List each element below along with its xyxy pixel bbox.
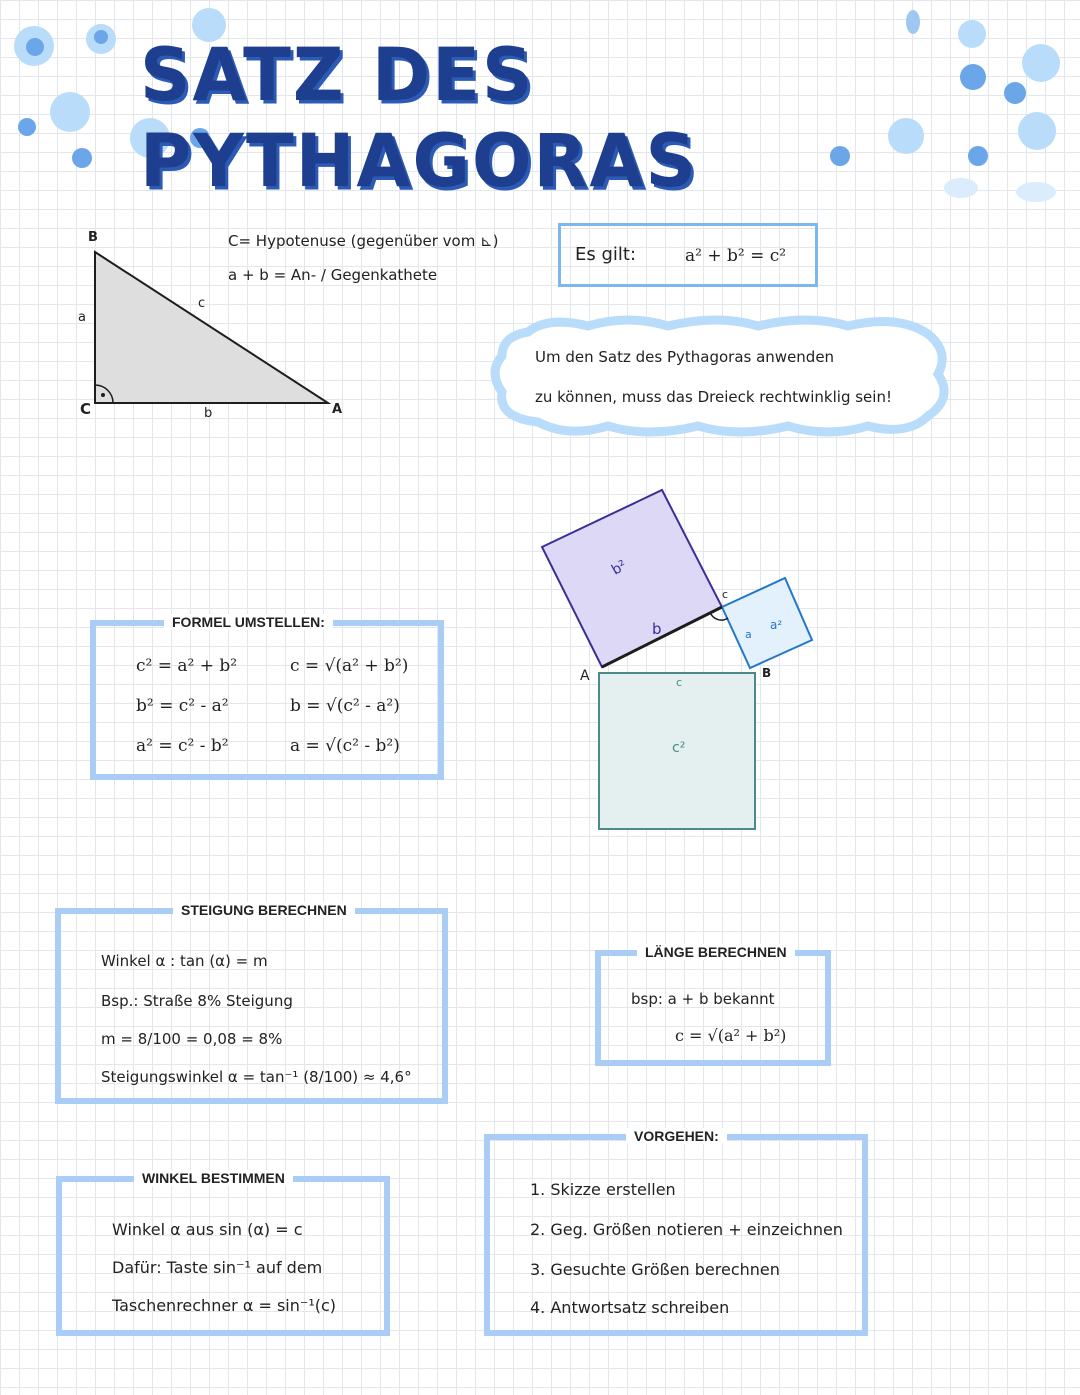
cloud-shape (488, 312, 954, 442)
steigung-line-2: Bsp.: Straße 8% Steigung (101, 992, 293, 1010)
vorgehen-title: VORGEHEN: (626, 1128, 727, 1144)
winkel-box (56, 1170, 390, 1336)
page-title: SATZ DES PYTHAGORAS (140, 31, 698, 205)
square-side-a-label: a (745, 628, 752, 641)
rule-label: Es gilt: (575, 244, 637, 265)
square-side-b-label: b (652, 620, 662, 638)
vorgehen-step-4: 4. Antwortsatz schreiben (530, 1298, 730, 1317)
formel-umstellen-title: FORMEL UMSTELLEN: (164, 614, 333, 630)
vertex-c-label: C (80, 400, 92, 418)
right-triangle-diagram (70, 225, 370, 425)
formula-right-1: c = √(a² + b²) (290, 656, 409, 676)
square-c2-label: c² (672, 740, 686, 756)
vertex-a-label: A (332, 402, 343, 417)
winkel-line-2: Dafür: Taste sin⁻¹ auf dem (112, 1258, 323, 1277)
steigung-line-1: Winkel α : tan (α) = m (101, 952, 268, 970)
vorgehen-step-2: 2. Geg. Größen notieren + einzeichnen (530, 1220, 843, 1239)
vorgehen-box (484, 1128, 868, 1336)
laenge-title: LÄNGE BERECHNEN (637, 944, 795, 960)
cloud-line-2: zu können, muss das Dreieck rechtwinklig sein! (535, 388, 892, 406)
vorgehen-step-1: 1. Skizze erstellen (530, 1180, 676, 1199)
steigung-title: STEIGUNG BERECHNEN (173, 902, 355, 918)
steigung-line-3: m = 8/100 = 0,08 = 8% (101, 1030, 283, 1048)
vorgehen-step-3: 3. Gesuchte Größen berechnen (530, 1260, 780, 1279)
cloud-line-1: Um den Satz des Pythagoras anwenden (535, 348, 835, 366)
side-a-label: a (78, 310, 86, 325)
winkel-title: WINKEL BESTIMMEN (134, 1170, 293, 1186)
winkel-line-3: Taschenrechner α = sin⁻¹(c) (112, 1296, 337, 1315)
vertex-b-label: B (88, 230, 98, 245)
winkel-line-1: Winkel α aus sin (α) = c (112, 1220, 303, 1239)
formula-left-3: a² = c² - b² (136, 736, 229, 756)
hypotenuse-note: C= Hypotenuse (gegenüber vom ⊾) (228, 232, 499, 250)
laenge-box (595, 944, 831, 1066)
formula-right-2: b = √(c² - a²) (290, 696, 400, 716)
steigung-line-4: Steigungswinkel α = tan⁻¹ (8/100) ≈ 4,6° (101, 1068, 412, 1086)
rule-box (558, 223, 818, 287)
square-vertex-b-label: B (762, 666, 772, 680)
side-c-label: c (198, 296, 206, 311)
steigung-box (55, 902, 448, 1104)
laenge-line-1: bsp: a + b bekannt (631, 990, 775, 1008)
square-b2-label: b² (608, 557, 630, 579)
square-side-c-top-label: c (722, 588, 729, 601)
pythagoras-squares-figure (530, 480, 830, 840)
laenge-line-2: c = √(a² + b²) (675, 1026, 787, 1045)
rule-formula: a² + b² = c² (685, 246, 787, 266)
square-a2-label: a² (770, 618, 783, 632)
formula-right-3: a = √(c² - b²) (290, 736, 400, 756)
formel-umstellen-box (90, 614, 444, 780)
formula-left-2: b² = c² - a² (136, 696, 229, 716)
square-side-c-label: c (676, 676, 683, 689)
side-b-label: b (204, 406, 213, 421)
formula-left-1: c² = a² + b² (136, 656, 238, 676)
kathete-note: a + b = An- / Gegenkathete (228, 266, 438, 284)
square-vertex-a-label: A (580, 668, 590, 684)
